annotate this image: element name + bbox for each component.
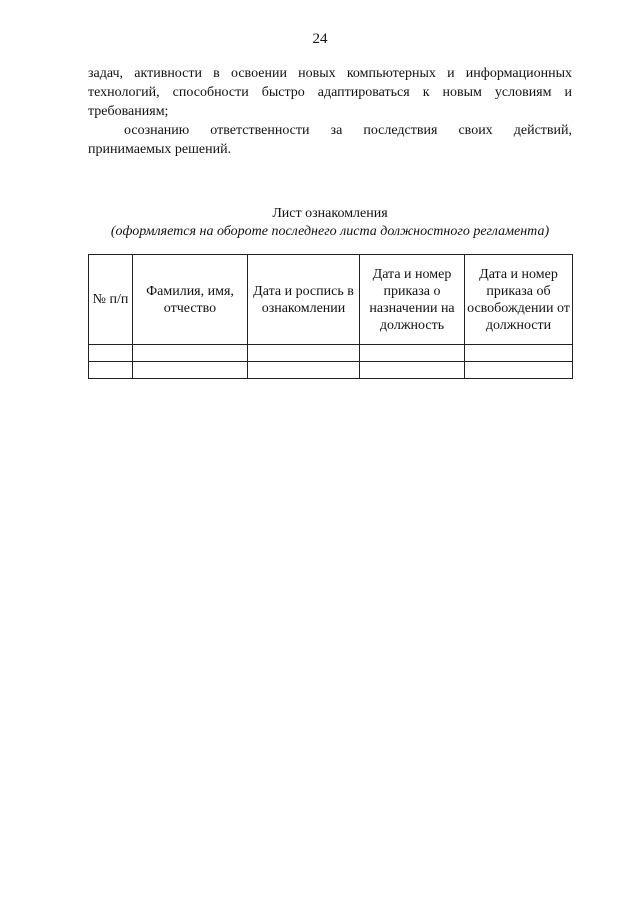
header-full-name: Фамилия, имя, отчество (133, 255, 248, 345)
table-cell (133, 345, 248, 362)
table-cell (465, 345, 573, 362)
text-line: задач, активности в освоении новых компьютерных и информационных (88, 66, 572, 81)
sheet-note: (оформляется на обороте последнего листа должностного регламента) (110, 224, 550, 239)
header-date-signature: Дата и роспись в ознакомлении (248, 255, 360, 345)
page-number: 24 (312, 31, 328, 47)
table-cell (360, 345, 465, 362)
table-cell (89, 345, 133, 362)
table-cell (248, 362, 360, 379)
table-cell (465, 362, 573, 379)
table-cell (89, 362, 133, 379)
text-line: принимаемых решений. (88, 142, 232, 157)
text-line: осознанию ответственности за последствия своих действий, (124, 123, 572, 138)
text-line: требованиям; (88, 104, 169, 119)
sheet-title: Лист ознакомления (272, 206, 388, 221)
header-appointment-order: Дата и номер приказа о назначении на должность (360, 255, 465, 345)
header-release-order: Дата и номер приказа об освобождении от должности (465, 255, 573, 345)
table-row (89, 362, 573, 379)
paragraph-tasks (88, 64, 572, 121)
table-row (89, 345, 573, 362)
paragraph-responsibility (88, 121, 572, 159)
table-cell (360, 362, 465, 379)
table-cell (133, 362, 248, 379)
body-text (88, 64, 572, 159)
table-cell (248, 345, 360, 362)
text-line: технологий, способности быстро адаптироваться к новым условиям и (88, 85, 572, 100)
table-header-row (89, 255, 573, 345)
header-number: № п/п (89, 255, 133, 345)
acknowledgement-table (88, 254, 573, 379)
